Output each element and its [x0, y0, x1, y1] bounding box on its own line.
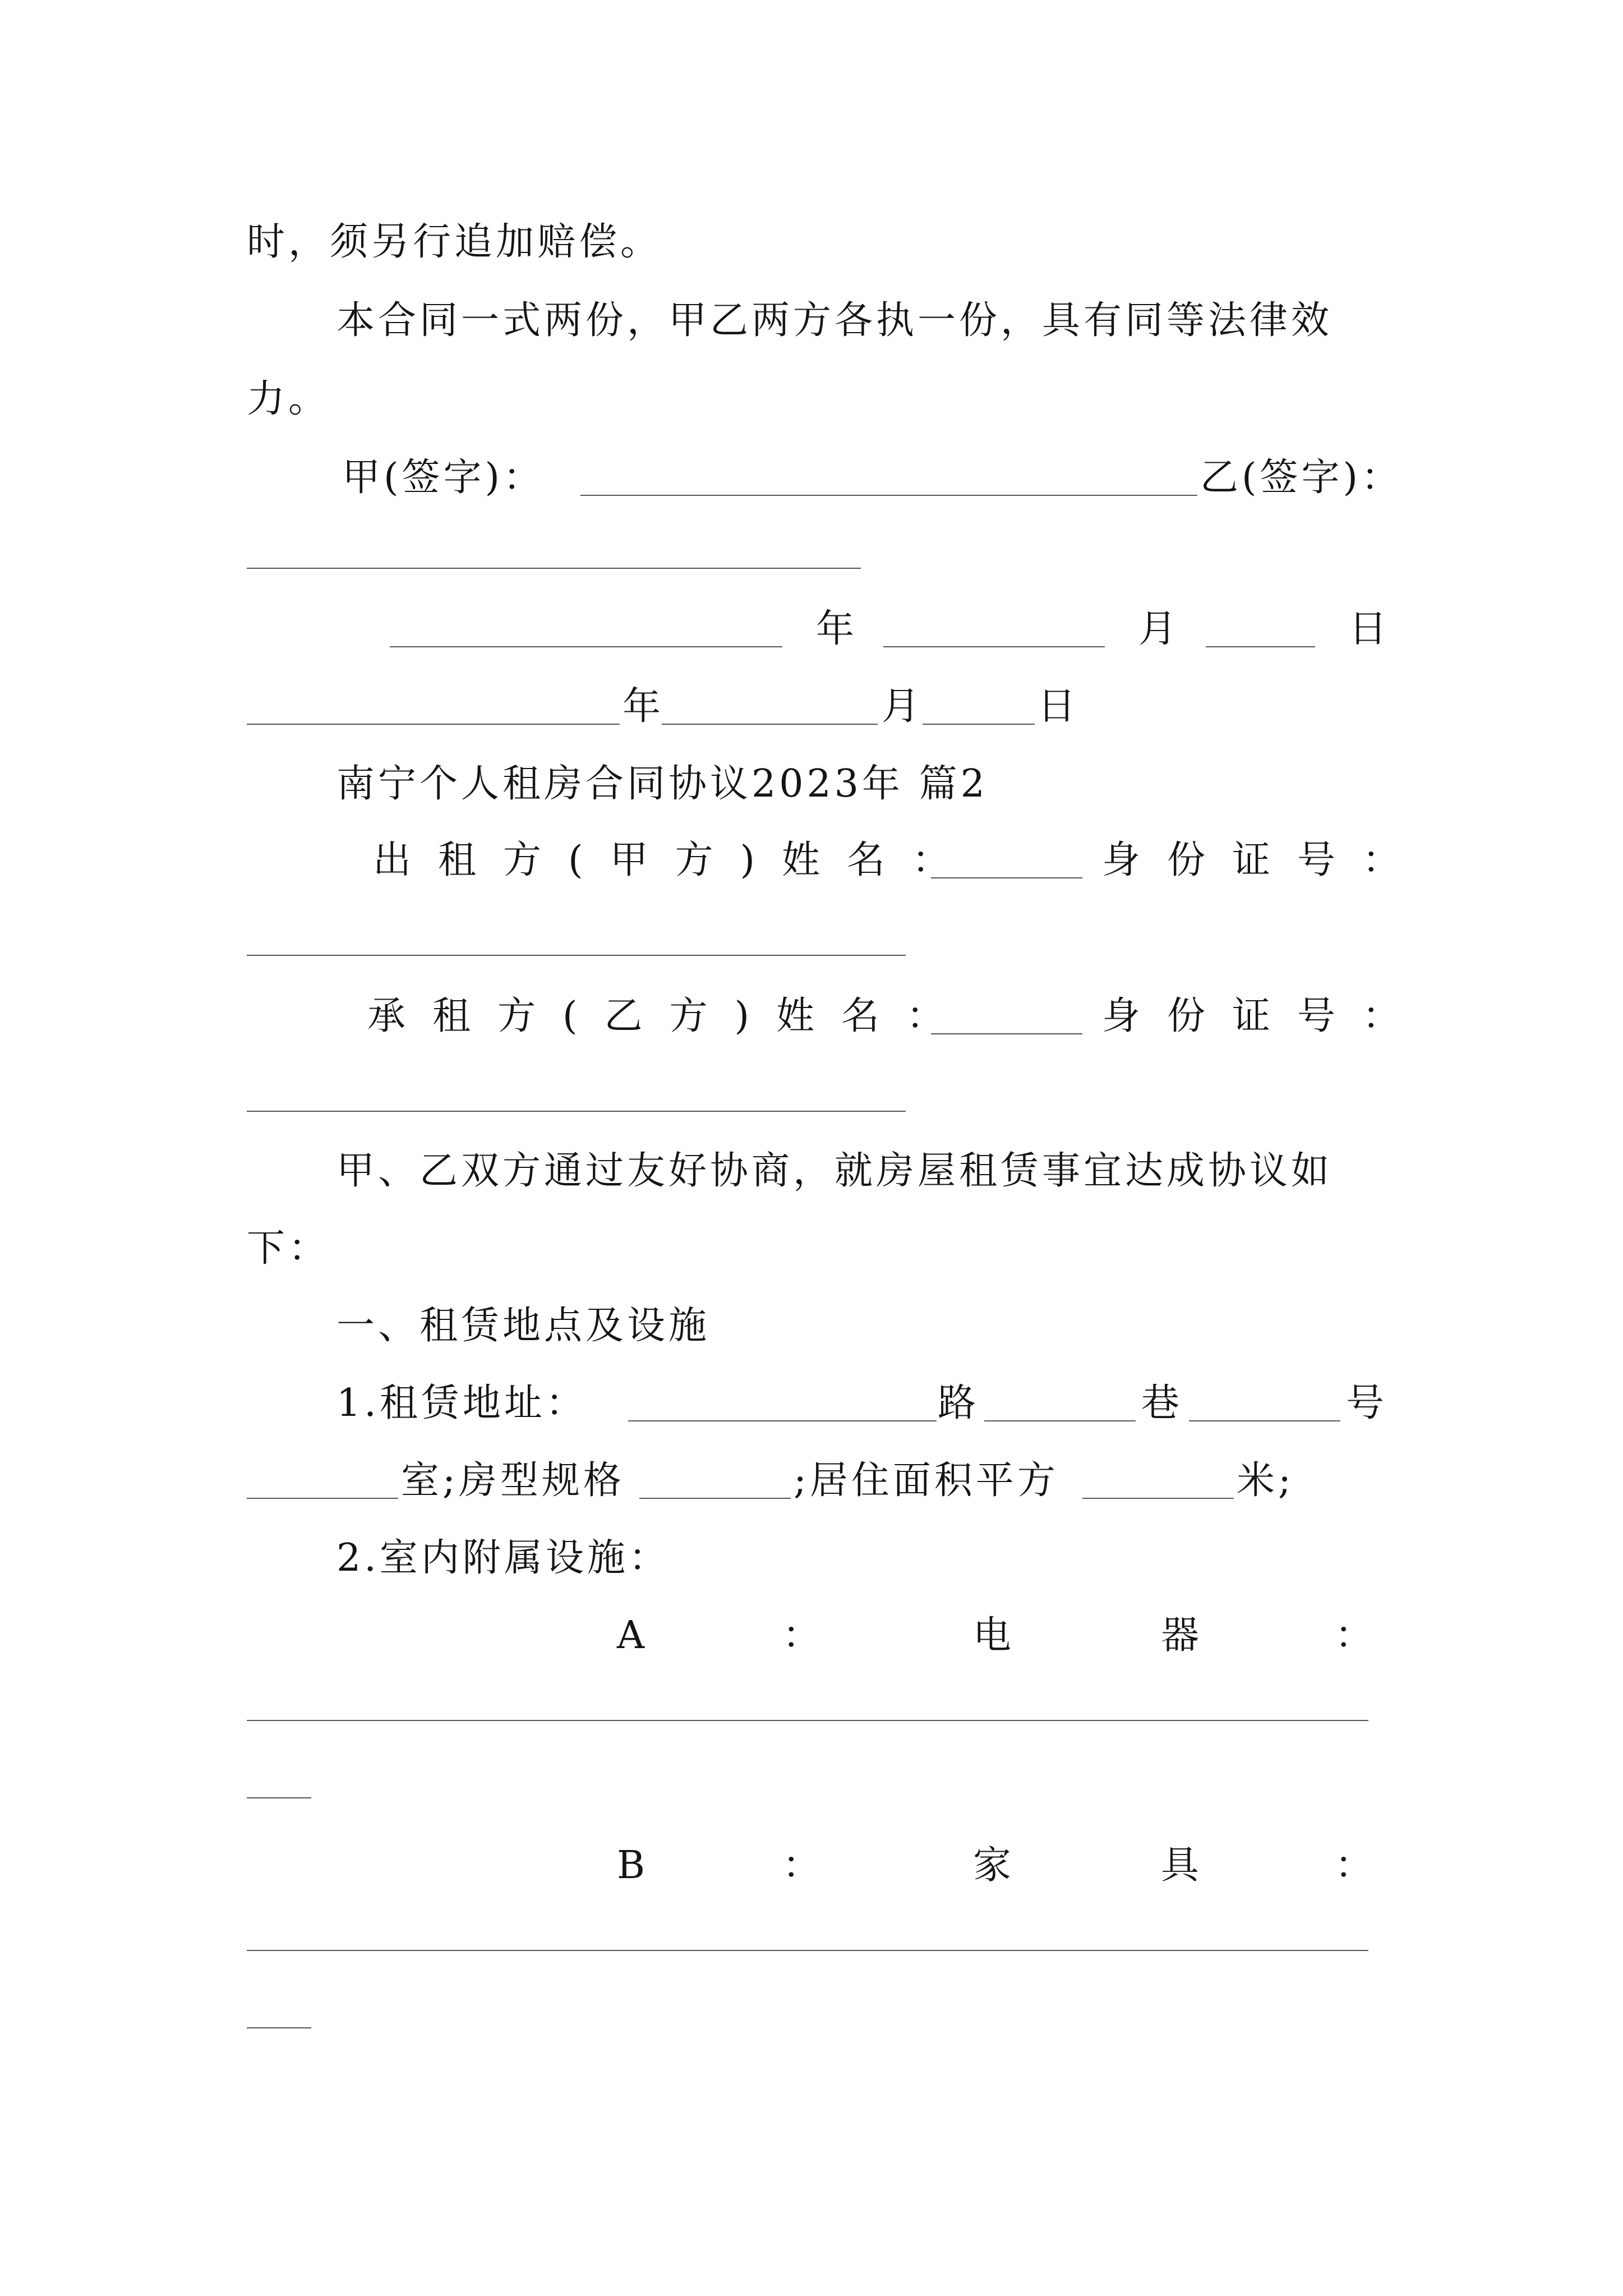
signature-label-b: 乙(签字)： — [1200, 455, 1403, 500]
room-type-label: 室;房型规格 — [401, 1458, 625, 1503]
address-blank-room — [247, 1498, 398, 1499]
heading: 一、租赁地点及设施 — [336, 1304, 711, 1348]
date-blank-month — [883, 646, 1105, 647]
address-road-label: 路 — [938, 1381, 976, 1425]
address-lane-label: 巷 — [1141, 1381, 1180, 1425]
address-blank-lane — [984, 1420, 1136, 1421]
address-label: 1.租赁地址： — [336, 1381, 587, 1425]
lessee-name-label: 承租方(乙方)姓名： — [367, 994, 972, 1038]
date-year-label: 年 — [816, 607, 855, 651]
text-line: 时，须另行追加赔偿。 — [247, 220, 662, 264]
text-line: 本合同一式两份，甲乙两方各执一份，具有同等法律效 — [336, 298, 1333, 343]
address-number-label: 号 — [1346, 1381, 1385, 1425]
facilities-label: 2.室内附属设施： — [336, 1536, 670, 1580]
section-title: 南宁个人租房合同协议2023年 篇2 — [336, 762, 988, 806]
lessee-id-label: 身份证号： — [1102, 994, 1428, 1038]
address-blank-number — [1189, 1420, 1340, 1421]
date-blank-day-2 — [923, 724, 1035, 725]
room-type-blank — [639, 1498, 791, 1499]
item-a-blank — [247, 1720, 1368, 1721]
date-blank-day — [1206, 646, 1315, 647]
item-b-char-1: 家 — [973, 1843, 1012, 1888]
item-a-char-1: 电 — [973, 1613, 1012, 1658]
item-b-char-2: 具 — [1161, 1843, 1200, 1888]
date-month-label: 月 — [1138, 607, 1177, 651]
item-a-colon: ： — [782, 1613, 821, 1658]
lessee-id-blank — [247, 1111, 906, 1112]
area-blank — [1082, 1498, 1234, 1499]
date-blank-year — [390, 646, 782, 647]
item-a-blank-tail — [247, 1797, 311, 1798]
item-b-letter: B — [617, 1843, 645, 1888]
item-a-colon-end: ： — [1335, 1613, 1373, 1658]
lessee-name-blank — [931, 1033, 1082, 1034]
item-b-blank-tail — [247, 2027, 311, 2028]
lessor-id-blank — [247, 955, 906, 956]
lessor-name-label: 出租方(甲方)姓名： — [373, 838, 978, 882]
area-label: ;居住面积平方 — [794, 1458, 1059, 1503]
item-b-colon-end: ： — [1335, 1843, 1373, 1888]
address-blank-road — [628, 1420, 937, 1421]
date-day-label-2: 日 — [1038, 684, 1076, 729]
date-blank-year-2 — [247, 724, 620, 725]
date-blank-month-2 — [662, 724, 878, 725]
text-line: 力。 — [247, 377, 330, 421]
date-day-label: 日 — [1349, 607, 1387, 651]
item-a-char-2: 器 — [1161, 1613, 1200, 1658]
signature-blank-b — [247, 568, 861, 569]
signature-label-a: 甲(签字)： — [342, 455, 545, 500]
lessor-id-label: 身份证号： — [1102, 838, 1428, 882]
item-b-blank — [247, 1950, 1368, 1951]
meter-label: 米; — [1237, 1458, 1294, 1503]
item-a-letter: A — [617, 1613, 645, 1658]
date-month-label-2: 月 — [882, 684, 920, 729]
item-b-colon: ： — [782, 1843, 821, 1888]
date-year-label-2: 年 — [623, 684, 661, 729]
text-line: 甲、乙双方通过友好协商，就房屋租赁事宜达成协议如 — [336, 1149, 1333, 1193]
lessor-name-blank — [931, 877, 1082, 878]
text-line: 下： — [247, 1226, 330, 1271]
signature-blank-a — [580, 495, 1197, 496]
